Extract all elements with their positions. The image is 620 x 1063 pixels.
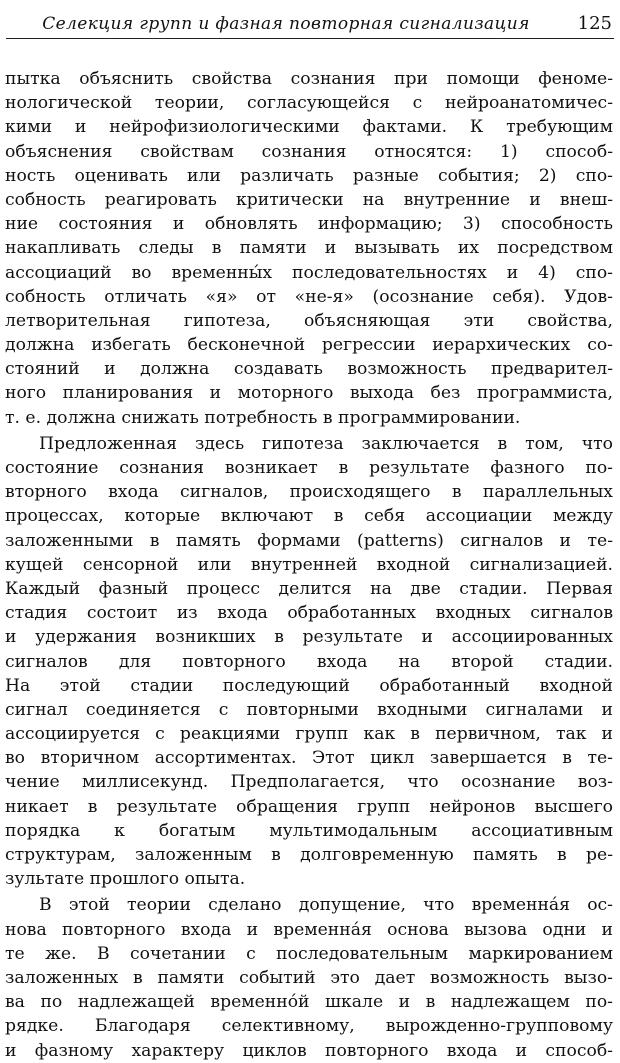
text-line: кущей сенсорной или внутренней входной сигнализацией. [5, 554, 613, 575]
text-line: В этой теории сделано допущение, что временна́я ос- [39, 895, 613, 916]
text-line: т. е. должна снижать потребность в программировании. [5, 407, 521, 428]
text-line: Предложенная здесь гипотеза заключается в том, что [39, 433, 613, 454]
text-line: порядка к богатым мультимодальным ассоциативным [5, 820, 613, 841]
text-line: ние состояния и обновлять информацию; 3) способность [5, 214, 613, 235]
running-title: Селекция групп и фазная повторная сигнализация [42, 14, 530, 34]
text-line: структурам, заложенным в долговременную память в ре- [5, 845, 613, 865]
text-line: процессах, которые включают в себя ассоциации между [5, 506, 613, 527]
paragraph [5, 893, 613, 1062]
running-head [6, 12, 614, 39]
text-line: ва по надлежащей временно́й шкале и в надлежащем по- [5, 992, 613, 1013]
text-line: заложенных в памяти событий это дает возможность вызо- [5, 967, 613, 988]
text-line: накапливать следы в памяти и вызывать их посредством [5, 238, 613, 259]
text-line: На этой стадии последующий обработанный входной [5, 675, 613, 696]
text-line: и удержания возникших в результате и ассоциированных [5, 627, 613, 648]
body-text [5, 67, 613, 1063]
text-line: нологической теории, согласующейся с нейроанатомичес- [5, 93, 613, 114]
text-line: пытка объяснить свойства сознания при помощи феноме- [5, 69, 613, 89]
text-line: состояние сознания возникает в результате фазного по- [5, 458, 613, 478]
page-number: 125 [577, 13, 612, 34]
text-line: рядке. Благодаря селективному, вырожденно-групповому [5, 1016, 613, 1037]
text-line: заложенными в память формами (patterns) сигналов и те- [5, 530, 613, 551]
text-line: стояний и должна создавать возможность предварител- [5, 359, 613, 380]
text-line: летворительная гипотеза, объясняющая эти свойства, [5, 310, 613, 331]
paragraph [5, 67, 613, 430]
text-line: сигналов для повторного входа на второй стадии. [5, 651, 613, 672]
text-line: ассоциаций во временны́х последовательностях и 4) спо- [5, 262, 613, 283]
text-line: ного планирования и моторного выхода без программиста, [5, 383, 613, 404]
text-line: и фазному характеру циклов повторного входа и способ- [5, 1040, 613, 1061]
text-line: собность отличать «я» от «не-я» (осознание себя). Удов- [5, 286, 613, 307]
text-line: чение миллисекунд. Предполагается, что осознание воз- [5, 772, 613, 793]
text-line: ность оценивать или различать разные события; 2) спо- [5, 165, 613, 186]
text-line: вторного входа сигналов, происходящего в параллельных [5, 482, 613, 503]
text-line: никает в результате обращения групп нейронов высшего [5, 796, 613, 817]
text-line: сигнал соединяется с повторными входными сигналами и [5, 699, 613, 720]
text-line: ассоциируется с реакциями групп как в первичном, так и [5, 724, 613, 745]
text-line: зультате прошлого опыта. [5, 869, 246, 890]
text-line: объяснения свойствам сознания относятся: 1) способ- [5, 141, 613, 162]
text-line: кими и нейрофизиологическими фактами. К требующим [5, 117, 613, 138]
text-line: нова повторного входа и временна́я основа вызова одни и [5, 919, 613, 940]
paragraph [5, 432, 613, 892]
text-line: собность реагировать критически на внутренние и внеш- [5, 189, 613, 210]
text-line: те же. В сочетании с последовательным маркированием [5, 943, 613, 964]
text-line: стадия состоит из входа обработанных входных сигналов [5, 603, 613, 624]
text-line: Каждый фазный процесс делится на две стадии. Первая [5, 578, 613, 599]
text-line: должна избегать бесконечной регрессии иерархических со- [5, 335, 613, 356]
text-line: во вторичном ассортиментах. Этот цикл завершается в те- [5, 748, 613, 769]
